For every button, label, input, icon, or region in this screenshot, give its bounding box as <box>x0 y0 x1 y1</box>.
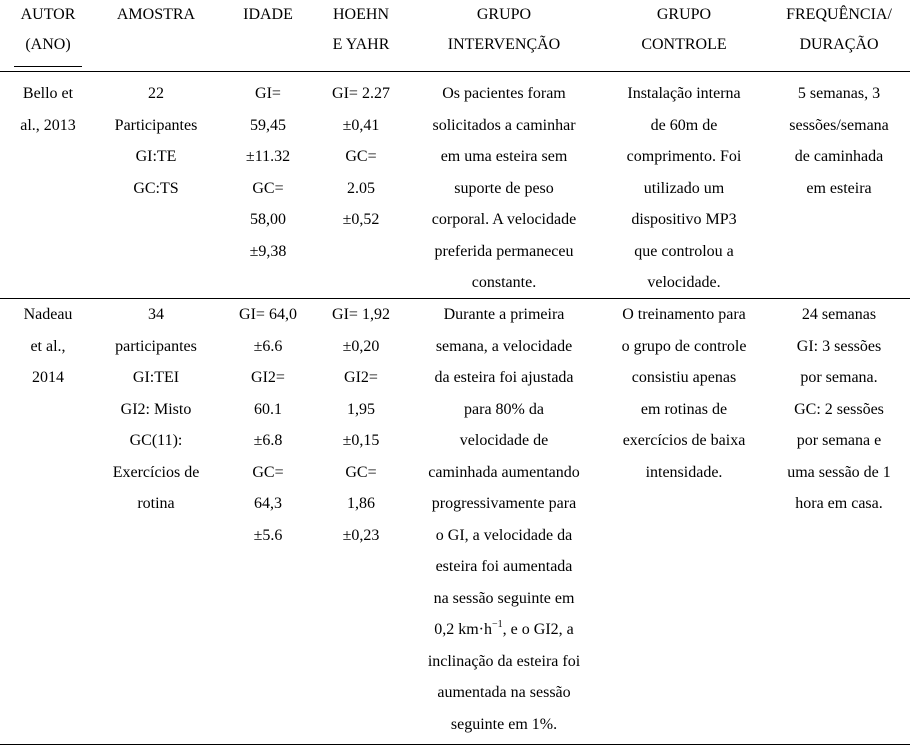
cell-line: participantes <box>115 337 197 355</box>
header-intervencao-line: INTERVENÇÃO <box>447 36 561 53</box>
cell-line: em uma esteira sem <box>440 148 568 165</box>
speed-unit-exponent: −1 <box>492 618 503 630</box>
row1-frequencia-duracao <box>768 78 910 204</box>
header-hoehn-line: HOEHN <box>333 6 389 23</box>
cell-line: Bello et <box>22 85 74 102</box>
header-grupo-intervencao <box>408 0 600 60</box>
cell-line: GI= 1,92 <box>332 306 390 323</box>
cell-line: hora em casa. <box>795 495 883 512</box>
header-intervencao-line: GRUPO <box>476 6 532 23</box>
row2-autor <box>5 299 91 394</box>
cell-line: GI= <box>255 85 281 102</box>
cell-line: 34 <box>148 306 164 323</box>
cell-line: dispositivo MP3 <box>631 211 737 228</box>
header-grupo-controle <box>606 0 762 60</box>
cell-line: 1,95 <box>347 400 375 418</box>
cell-line: ±0,52 <box>342 211 380 228</box>
cell-line: comprimento. Foi <box>626 148 742 165</box>
row1-amostra <box>100 78 212 204</box>
cell-line: al., 2013 <box>20 116 76 134</box>
header-frequencia-line: DURAÇÃO <box>799 36 879 53</box>
header-idade-line: IDADE <box>243 6 293 23</box>
cell-line: GI= 64,0 <box>239 306 297 323</box>
row1-grupo-controle <box>606 78 762 299</box>
cell-line: ±0,20 <box>342 337 380 355</box>
cell-line: de caminhada <box>794 148 884 165</box>
row2-idade <box>226 299 310 551</box>
header-amostra <box>100 0 212 30</box>
cell-line: GC:TS <box>133 179 179 197</box>
cell-line: caminhada aumentando <box>428 463 580 481</box>
cell-line: para 80% da <box>464 400 544 418</box>
cell-line: ±9,38 <box>249 242 287 260</box>
cell-line: GI2= <box>251 369 285 386</box>
row2-grupo-controle <box>606 299 762 488</box>
cell-line: GC= <box>252 463 284 481</box>
cell-line: GC= <box>345 463 377 481</box>
row2-amostra <box>100 299 212 520</box>
cell-line: seguinte em 1%. <box>450 715 558 733</box>
cell-line-speed <box>408 614 600 646</box>
cell-line: ±0,23 <box>342 526 380 544</box>
cell-line: por semana. <box>800 369 878 386</box>
cell-line: ±6.8 <box>253 432 283 449</box>
cell-line: em esteira <box>806 179 872 197</box>
cell-line: ±0,41 <box>342 116 380 134</box>
header-rule <box>0 71 910 72</box>
cell-line: GI= 2.27 <box>332 85 390 102</box>
cell-line: que controlou a <box>634 242 734 260</box>
row2-hoehn-yahr <box>318 299 404 551</box>
cell-line: O treinamento para <box>622 306 746 323</box>
header-underline-autor <box>14 66 82 67</box>
cell-line: 22 <box>148 85 164 102</box>
cell-line: utilizado um <box>643 179 725 197</box>
cell-line: solicitados a caminhar <box>432 116 576 134</box>
header-idade <box>226 0 310 30</box>
header-autor-line: (ANO) <box>25 36 71 53</box>
cell-line: exercícios de baixa <box>622 432 746 449</box>
header-frequencia-duracao <box>768 0 910 60</box>
row1-grupo-intervencao <box>408 78 600 299</box>
cell-line: semana, a velocidade <box>435 337 573 355</box>
cell-line: corporal. A velocidade <box>431 211 577 228</box>
cell-line: por semana e <box>796 432 882 449</box>
cell-line: na sessão seguinte em <box>433 589 575 607</box>
cell-line: de 60m de <box>650 116 718 134</box>
speed-unit-text: 0,2 km·h <box>434 621 493 638</box>
row2-grupo-intervencao <box>408 299 600 740</box>
cell-line: GI2: Misto <box>120 400 192 418</box>
cell-line: ±11.32 <box>245 148 291 165</box>
cell-line: constante. <box>471 274 537 291</box>
cell-line: GC(11): <box>129 432 183 449</box>
cell-line: et al., <box>30 337 66 355</box>
cell-line: aumentada na sessão <box>437 684 571 701</box>
cell-line: suporte de peso <box>454 179 554 197</box>
cell-line: 24 semanas <box>801 306 877 323</box>
row1-autor <box>5 78 91 141</box>
cell-line: GI:TE <box>135 148 177 165</box>
header-hoehn-line: E YAHR <box>332 36 390 53</box>
header-controle-line: GRUPO <box>656 6 712 23</box>
header-frequencia-line: FREQUÊNCIA/ <box>786 6 892 23</box>
cell-line: sessões/semana <box>789 116 889 134</box>
cell-line: GI2= <box>344 369 378 386</box>
cell-line: 1,86 <box>347 495 375 512</box>
cell-line: intensidade. <box>645 463 723 481</box>
cell-line: ±6.6 <box>253 337 283 355</box>
header-amostra-line: AMOSTRA <box>116 6 196 23</box>
cell-line: Durante a primeira <box>443 306 565 323</box>
table-bottom-rule <box>0 744 910 745</box>
cell-line: velocidade de <box>459 432 549 449</box>
cell-line: 64,3 <box>254 495 282 512</box>
cell-line: Participantes <box>114 116 198 134</box>
cell-line: ±5.6 <box>253 526 283 544</box>
cell-line: Os pacientes foram <box>442 85 566 102</box>
cell-line: rotina <box>137 495 175 512</box>
cell-line: em rotinas de <box>640 400 728 418</box>
row2-frequencia-duracao <box>768 299 910 520</box>
header-hoehn-yahr <box>318 0 404 60</box>
cell-line: inclinação da esteira foi <box>427 652 581 670</box>
cell-line: 2014 <box>32 369 64 386</box>
cell-line: velocidade. <box>647 274 721 291</box>
cell-line: 60.1 <box>254 400 282 418</box>
cell-line: Instalação interna <box>627 85 741 102</box>
row1-hoehn-yahr <box>318 78 404 236</box>
cell-line: uma sessão de 1 <box>787 463 891 481</box>
cell-line: 58,00 <box>250 211 286 228</box>
header-autor-line: AUTOR <box>20 6 76 23</box>
cell-line: GC= <box>252 179 284 197</box>
cell-line: GI:TEI <box>132 369 180 386</box>
cell-line: preferida permaneceu <box>434 242 574 260</box>
cell-line: 59,45 <box>250 116 286 134</box>
cell-line: progressivamente para <box>431 495 577 512</box>
header-autor <box>5 0 91 60</box>
cell-line: 5 semanas, 3 <box>797 85 881 102</box>
cell-line: o GI, a velocidade da <box>435 526 573 544</box>
speed-rest-text: , e o GI2, a <box>502 621 574 638</box>
cell-line: da esteira foi ajustada <box>434 369 574 386</box>
row1-idade <box>226 78 310 267</box>
cell-line: esteira foi aumentada <box>435 558 573 575</box>
cell-line: Exercícios de <box>112 463 200 481</box>
cell-line: Nadeau <box>23 306 73 323</box>
cell-line: ±0,15 <box>342 432 380 449</box>
cell-line: o grupo de controle <box>621 337 747 355</box>
cell-line: GC= <box>345 148 377 165</box>
cell-line: GI: 3 sessões <box>796 337 882 355</box>
cell-line: consistiu apenas <box>631 369 737 386</box>
cell-line: 2.05 <box>347 179 375 197</box>
header-controle-line: CONTROLE <box>641 36 727 53</box>
cell-line: GC: 2 sessões <box>794 400 884 418</box>
